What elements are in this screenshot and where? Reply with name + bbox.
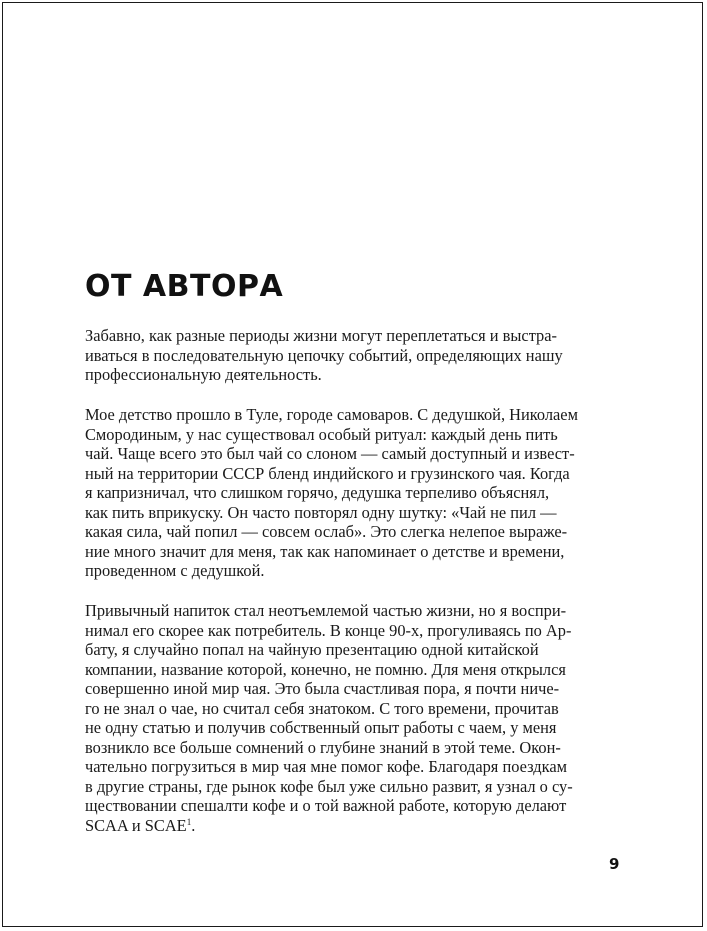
text-line: какая сила, чай попил — совсем ослаб». Это слегка нелепое выраже- (85, 522, 568, 541)
text-line: компании, название которой, конечно, не помню. Для меня открылся (85, 659, 566, 679)
text-line: проведенном с дедушкой. (85, 561, 265, 580)
paragraph-3 (85, 601, 645, 835)
end-punctuation: . (191, 815, 196, 835)
text-line: ный на территории СССР бленд индийского и грузинского чая. Когда (85, 463, 570, 483)
text-line-content: SCAA и SCAE (85, 815, 187, 835)
paragraph-2 (85, 405, 645, 581)
text-line-last (85, 816, 645, 836)
page-number: 9 (609, 855, 620, 873)
text-line: Привычный напиток стал неотъемлемой частью жизни, но я воспри- (85, 601, 567, 620)
text-line: ние много значит для меня, так как напоминает о детстве и времени, (85, 541, 565, 561)
text-line: в другие страны, где рынок кофе был уже сильно развит, я узнал о су- (85, 776, 573, 796)
text-line: Забавно, как разные периоды жизни могут переплетаться и выстра- (85, 326, 557, 345)
text-line: возникло все больше сомнений о глубине знаний в этой теме. Окон- (85, 737, 561, 757)
book-page (2, 2, 703, 927)
text-line: Мое детство прошло в Туле, городе самоваров. С дедушкой, Николаем (85, 405, 578, 424)
text-line: бату, я случайно попал на чайную презентацию одной китайской (85, 640, 539, 659)
chapter-heading: ОТ АВТОРА (85, 269, 284, 304)
paragraph-1 (85, 326, 645, 385)
text-line: как пить вприкуску. Он часто повторял одну шутку: «Чай не пил — (85, 502, 557, 522)
text-line: го не знал о чае, но считал себя знатоком. С того времени, прочитав (85, 698, 559, 718)
footnote-marker[interactable]: 1 (186, 816, 192, 827)
text-line: ществовании спешалти кофе и о той важной работе, которую делают (85, 796, 567, 815)
text-line: нимал его скорее как потребитель. В конце 90-х, прогуливаясь по Ар- (85, 620, 572, 640)
text-line: профессиональную деятельность. (85, 365, 322, 384)
text-line: совершенно иной мир чая. Это была счастливая пора, я почти ниче- (85, 679, 560, 698)
text-line: Смородиным, у нас существовал особый ритуал: каждый день пить (85, 424, 558, 444)
text-line: я капризничал, что слишком горячо, дедушка терпеливо объяснял, (85, 483, 550, 502)
text-line: чай. Чаще всего это был чай со слоном — самый доступный и извест- (85, 444, 575, 463)
text-line: иваться в последовательную цепочку событий, определяющих нашу (85, 345, 563, 365)
text-line: чательно погрузиться в мир чая мне помог кофе. Благодаря поездкам (85, 757, 567, 776)
text-line: не одну статью и получив собственный опыт работы с чаем, у меня (85, 718, 557, 737)
